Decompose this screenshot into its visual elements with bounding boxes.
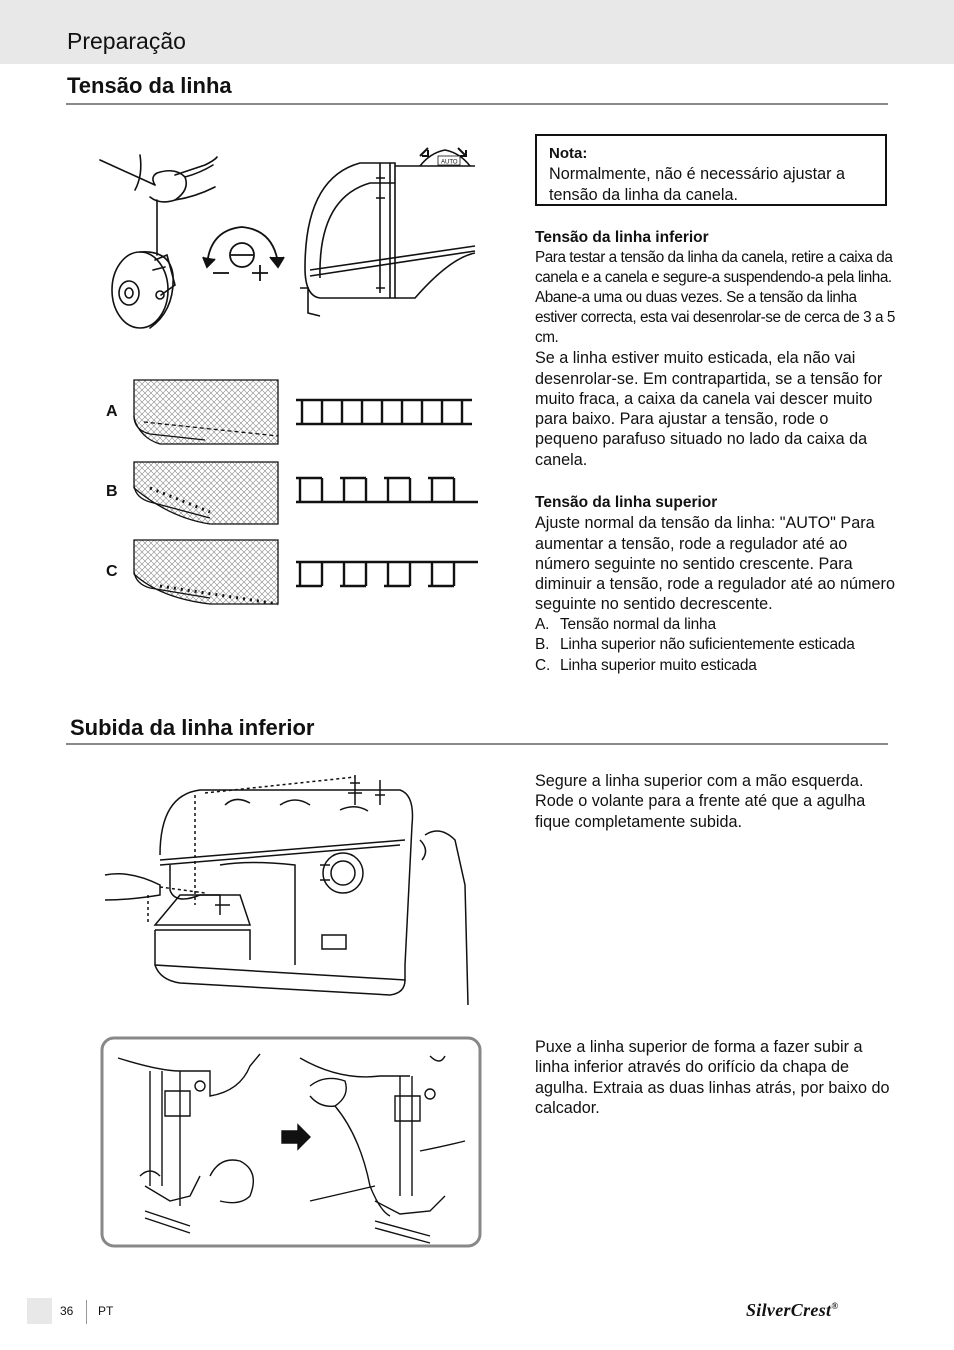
page-header-title: Preparação — [67, 28, 186, 54]
section-title-thread-tension: Tensão da linha — [67, 73, 232, 98]
auto-label: AUTO — [441, 159, 458, 166]
footer-page-tab — [27, 1298, 52, 1324]
label-b: B — [106, 483, 118, 500]
label-a: A — [106, 403, 118, 420]
upper-tension-block — [535, 493, 895, 676]
upper-tension-text: Ajuste normal da tensão da linha: "AUTO" Para aumentar a tensão, rode a regulador até ao número seguinte no sentido crescente. Para diminuir a tensão, rode a regulador até ao número seguinte no sentido decrescente. — [535, 514, 895, 614]
brand-logo: SilverCrest® — [746, 1300, 839, 1320]
fabric-samples-illustration — [130, 378, 282, 610]
sewing-machine-illustration — [100, 765, 472, 1015]
section-rule — [66, 103, 888, 105]
stitch-diagrams — [292, 390, 482, 590]
label-c: C — [106, 563, 118, 580]
tension-list — [535, 615, 895, 677]
pickup-text-1: Segure a linha superior com a mão esquerda. Rode o volante para a frente até que a agulha fique completamente subida. — [535, 772, 866, 831]
footer-separator — [86, 1300, 87, 1324]
lower-tension-heading: Tensão da linha inferior — [535, 229, 709, 246]
note-box — [535, 134, 887, 206]
tension-dial-illustration — [300, 138, 480, 328]
list-item: A. Tensão normal da linha — [535, 615, 716, 633]
note-text: Normalmente, não é necessário ajustar a tensão da linha da canela. — [549, 165, 846, 204]
lower-tension-block — [535, 228, 895, 470]
list-item: C. Linha superior muito esticada — [535, 656, 757, 674]
note-heading: Nota: — [549, 145, 588, 162]
needle-detail-frame — [100, 1036, 482, 1248]
lower-tension-text-2: Se a linha estiver muito esticada, ela não vai desenrolar-se. Em contrapartida, se a tensão for muito fraca, a caixa da canela vai descer muito para baixo. Para ajustar a tensão, rode o pequeno parafuso situado no lado da caixa da canela. — [535, 349, 883, 469]
section-title-bobbin-thread-pickup: Subida da linha inferior — [70, 715, 315, 740]
language-code: PT — [98, 1304, 114, 1318]
bobbin-case-illustration — [95, 145, 295, 345]
page-number: 36 — [60, 1304, 74, 1318]
upper-tension-heading: Tensão da linha superior — [535, 494, 718, 511]
pickup-text-2: Puxe a linha superior de forma a fazer subir a linha inferior através do orifício da chapa de agulha. Extraia as duas linhas atrás, por baixo do calcador. — [535, 1038, 890, 1117]
list-item: B. Linha superior não suficientemente esticada — [535, 636, 855, 654]
lower-tension-text-1: Para testar a tensão da linha da canela, retire a caixa da canela e a canela e segure-a suspendendo-a pela linha. Abane-a uma ou duas vezes. Se a tensão da linha estiver correcta, esta vai desenrolar-se de cerca de 3 a 5 cm. — [535, 249, 895, 347]
section-rule — [66, 743, 888, 745]
